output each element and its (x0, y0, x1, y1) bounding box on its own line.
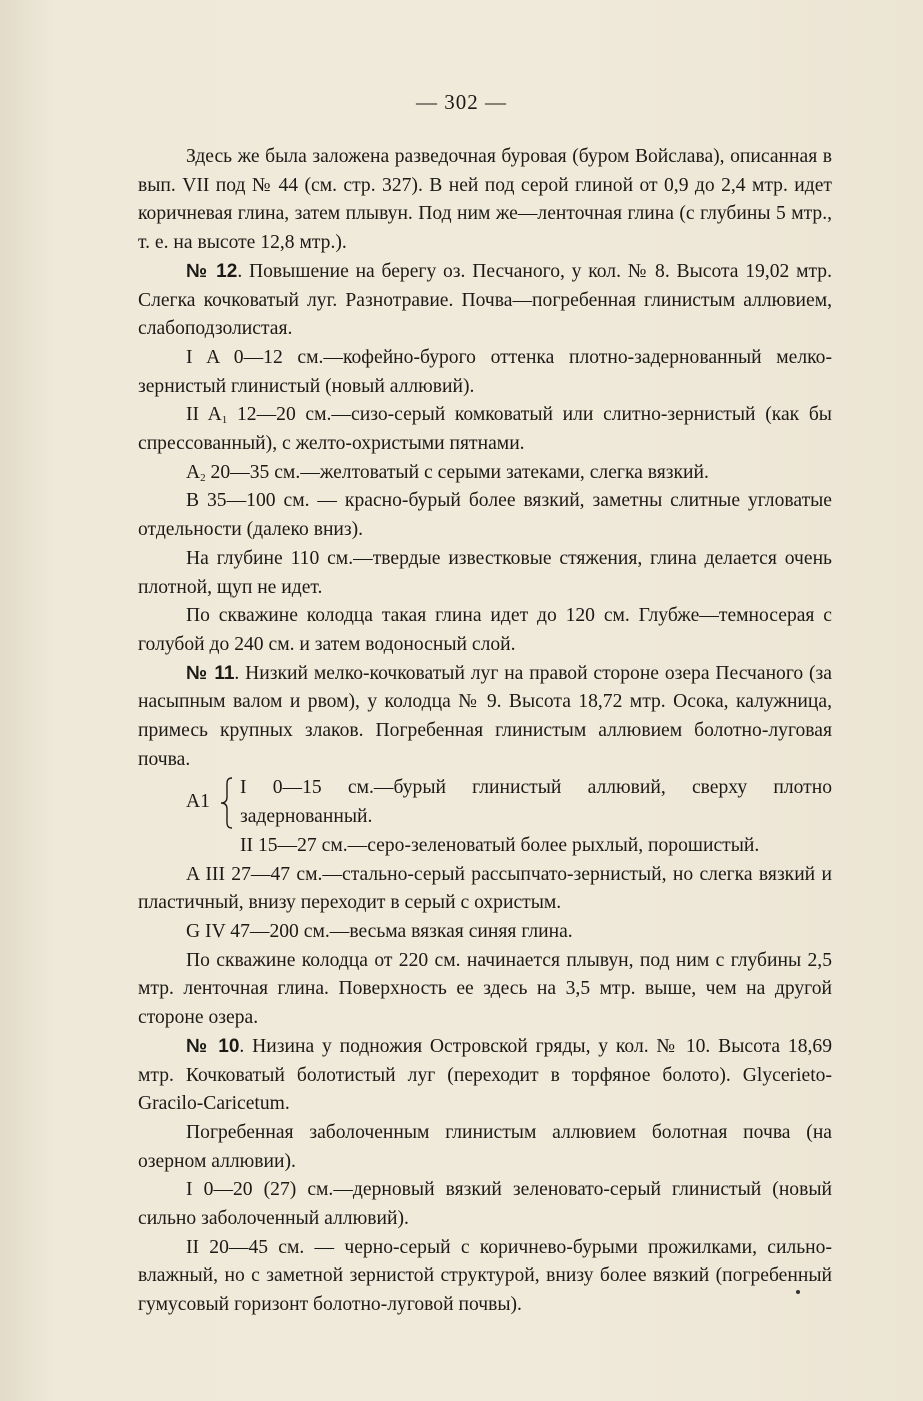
section-12-horizon-4: B 35—100 см. — красно-бурый более вязкий, заметны слитные угловатые отдельности (далеко вниз). (138, 490, 832, 541)
section-11-horizon-4: G IV 47—200 см.—весьма вязкая синяя глина. (186, 920, 573, 942)
page-number: — 302 — (416, 90, 507, 114)
section-11-heading (138, 660, 832, 775)
section-12-horizon-3 (138, 459, 832, 488)
section-11-description: . Низкий мелко-кочковатый луг на правой стороне озера Песчаного (за насыпным валом и рвом), у колодца № 9. Высота 18,72 мтр. Осока, калужница, примесь крупных злаков. Погребенная глинистым аллювием болотно-луговая почва. (138, 662, 832, 770)
section-11-horizon-2: II 15—27 см.—серо-зеленоватый более рыхлый, порошистый. (240, 834, 760, 856)
section-12-horizon-3-subscript: 2 (200, 471, 206, 484)
section-10-horizon-1: I 0—20 (27) см.—дерновый вязкий зеленовато-серый глинистый (новый сильно заболоченный аллювий). (138, 1179, 832, 1230)
section-11-number: № 11 (186, 662, 235, 684)
section-10-heading (138, 1033, 832, 1119)
section-12-horizon-2-subscript: 1 (221, 414, 228, 427)
section-10-horizon-2: II 20—45 см. — черно-серый с коричнево-бурыми прожилками, сильно-влажный, но с заметной зернистой структурой, внизу более вязкий (погребенный гумусовый горизонт болотно-луговой почвы). (138, 1236, 832, 1316)
section-12-number: № 12 (186, 260, 238, 282)
section-12-paragraph-well: По скважине колодца такая глина идет до 120 см. Глубже—темносерая с голубой до 240 см. и затем водоносный слой. (138, 605, 832, 655)
section-10-number: № 10 (186, 1035, 240, 1057)
section-12-horizon-1: I A 0—12 см.—кофейно-бурого оттенка плотно-задернованный мелко-зернистый глинистый (новый аллювий). (138, 346, 832, 397)
section-11-paragraph-well: По скважине колодца от 220 см. начинается плывун, под ним с глубины 2,5 мтр. ленточная глина. Поверхность ее здесь на 3,5 мтр. выше, чем на другой стороне озера. (138, 949, 832, 1029)
paragraph-intro: Здесь же была заложена разведочная буровая (буром Войслава), описанная в вып. VII под № 44 (см. стр. 327). В ней под серой глиной от 0,9 до 2,4 мтр. идет коричневая глина, затем плывун. Под ним же—ленточная глина (с глубины 5 мтр., т. е. на высоте 12,8 мтр.). (138, 146, 832, 254)
section-11-horizon-3: A III 27—47 см.—стально-серый рассыпчато-зернистый, но слегка вязкий и пластичный, внизу переходит в серый с охристым. (138, 863, 832, 914)
curly-brace-icon (220, 777, 234, 829)
section-12-horizon-2 (138, 401, 832, 458)
section-12-horizon-2-text: 12—20 см.—сизо-серый комковатый или слитно-зернистый (как бы спрессованный), с желто-охристыми пятнами. (138, 404, 832, 455)
section-11-brace-label: A1 (186, 791, 210, 813)
section-11-horizon-1: I 0—15 см.—бурый глинистый аллювий, сверху плотно задернованный. (240, 777, 832, 828)
section-12-horizon-3-text: 20—35 см.—желтоватый с серыми затеками, слегка вязкий. (205, 461, 709, 483)
section-10-description: . Низина у подножия Островской гряды, у кол. № 10. Высота 18,69 мтр. Кочковатый болотистый луг (переходит в торфяное болото). Glycerieto-Gracilo-Caricetum. (138, 1035, 832, 1115)
section-12-horizon-2-label: II A (186, 404, 222, 426)
ink-speck (796, 1290, 800, 1294)
section-10-paragraph-soil: Погребенная заболоченным глинистым аллювием болотная почва (на озерном аллювии). (138, 1121, 832, 1172)
section-12-horizon-3-label: A (186, 461, 201, 483)
section-11-braced-horizons (138, 774, 832, 860)
body-text (138, 143, 832, 1320)
section-12-heading (138, 258, 832, 344)
section-12-paragraph-depth: На глубине 110 см.—твердые известковые стяжения, глина делается очень плотной, щуп не идет. (138, 547, 832, 598)
section-12-description: . Повышение на берегу оз. Песчаного, у кол. № 8. Высота 19,02 мтр. Слегка кочковатый луг. Разнотравие. Почва—погребенная глинистым аллювием, слабоподзолистая. (138, 260, 832, 340)
